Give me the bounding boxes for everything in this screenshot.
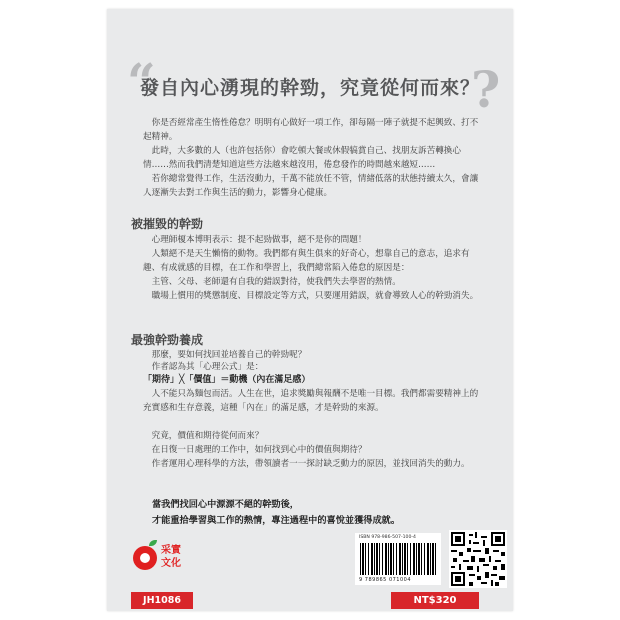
- section-paragraph: 主管、父母、老師還有自我的錯誤對待，使我們失去學習的熱情。: [151, 277, 401, 287]
- motivation-formula: 「期待」╳「價值」＝動機（內在滿足感）: [143, 375, 311, 385]
- closing-line: 才能重拾學習與工作的熱情，專注過程中的喜悅並獲得成就。: [152, 515, 401, 526]
- barcode-digits: 9 789865 071004: [359, 577, 412, 583]
- intro-paragraph: 此時，大多數的人（也許包括你）會吃頓大餐或休假犒賞自己、找朋友訴苦轉換心情……然而我們清楚知道這些方法越來越沒用，倦怠發作的時間越來越短……: [143, 146, 461, 170]
- headline: 發自內心湧現的幹勁，究竟從何而來？: [139, 77, 480, 99]
- publisher-logo-icon: [133, 546, 157, 570]
- open-quote-icon: “: [127, 52, 156, 111]
- publisher-name: [161, 544, 181, 570]
- barcode-icon: [360, 543, 436, 575]
- section-paragraph: 作者運用心理科學的方法，帶領讀者一一探討缺乏動力的原因，並找回消失的動力。: [151, 459, 470, 469]
- isbn-barcode: [355, 533, 441, 585]
- closing-line: 當我們找回心中源源不絕的幹勁後，: [152, 499, 299, 510]
- price-label: NT$320: [391, 592, 479, 609]
- section-paragraph: 人類絕不是天生懶惰的動物。我們都有與生俱來的好奇心，想靠自己的意志，追求有趣、有成就感的目標，在工作和學習上，我們總常陷入倦怠的原因是：: [143, 249, 470, 273]
- qr-code-graphic: [451, 532, 505, 586]
- section-paragraph: 在日復一日處理的工作中，如何找到心中的價值與期待？: [151, 445, 367, 455]
- section-paragraph: 究竟，價值和期待從何而來？: [151, 431, 264, 441]
- intro-paragraph: 若你總常覺得工作，生活沒動力，千萬不能放任不管，情緒低落的狀態持續太久，會讓人逐漸失去對工作與生活的動力，影響身心健康。: [143, 174, 479, 198]
- section-paragraph: 心理師榎本博明表示：提不起勁做事，絕不是你的問題！: [151, 235, 367, 245]
- section-paragraph: 那麼，要如何找回並培養自己的幹勁呢？: [151, 350, 307, 360]
- isbn-label: ISBN 978-986-507-100-4: [359, 535, 416, 540]
- qr-code-icon: [449, 530, 507, 588]
- book-back-cover: [107, 9, 513, 611]
- series-code: JH1086: [131, 592, 193, 609]
- section-title: 最強幹勁養成: [131, 333, 204, 347]
- section-title: 被摧毀的幹勁: [131, 217, 204, 231]
- section-paragraph: 職場上慣用的獎懲制度、目標設定等方式，只要運用錯誤，就會導致人心的幹勁消失。: [151, 291, 479, 301]
- question-mark-icon: ?: [471, 60, 501, 119]
- section-paragraph: 人不能只為麵包而活。人生在世，追求獎勵與報酬不是唯一目標。我們都需要精神上的充實感和生存意義，這種「內在」的滿足感，才是幹勁的來源。: [143, 389, 479, 413]
- price-bar: [131, 592, 503, 609]
- leaf-icon: [149, 540, 157, 546]
- publisher-name-line: 文化: [161, 558, 181, 569]
- publisher-name-line: 采實: [161, 545, 181, 556]
- section-paragraph: 作者認為其「心理公式」是：: [151, 362, 264, 372]
- intro-paragraph: 你是否經常產生惰性倦怠？明明有心做好一項工作，卻每隔一陣子就提不起興致、打不起精神。: [143, 118, 479, 142]
